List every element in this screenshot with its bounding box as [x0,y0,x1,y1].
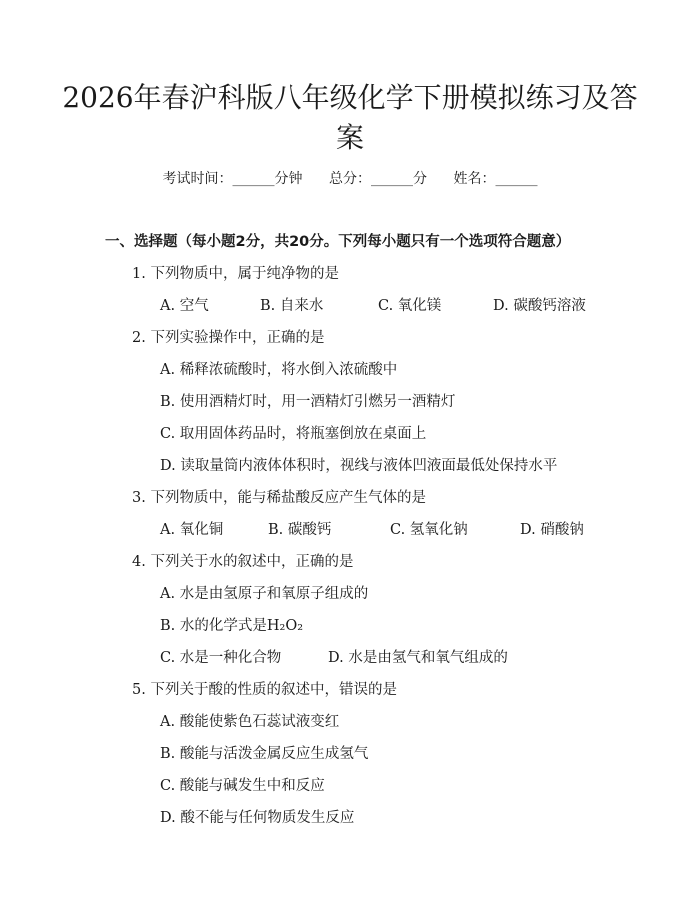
student-name-field: 姓名：______ [453,171,538,187]
q3-option-b: B. 碳酸钙 [268,522,332,538]
question-4-options-cd [160,646,620,666]
page-title: 2026年春沪科版八年级化学下册模拟练习及答案 [62,81,638,154]
q5-option-d: D. 酸不能与任何物质发生反应 [160,810,355,826]
exam-time-field: 考试时间：______分钟 [162,171,303,187]
q5-option-a: A. 酸能使紫色石蕊试液变红 [160,714,340,730]
q4-option-a: A. 水是由氢原子和氧原子组成的 [160,586,369,602]
question-3-stem: 3. 下列物质中，能与稀盐酸反应产生气体的是 [132,490,426,506]
q1-option-d: D. 碳酸钙溶液 [493,298,586,314]
exam-info-line [0,168,700,188]
q5-option-b: B. 酸能与活泼金属反应生成氢气 [160,746,369,762]
question-1-options [160,294,620,314]
question-2-stem: 2. 下列实验操作中，正确的是 [132,330,325,346]
q1-option-a: A. 空气 [160,298,209,314]
question-5-stem: 5. 下列关于酸的性质的叙述中，错误的是 [132,682,397,698]
q1-option-b: B. 自来水 [260,298,324,314]
total-score-field: 总分：______分 [329,171,427,187]
question-3-options [160,518,620,538]
question-4-stem: 4. 下列关于水的叙述中，正确的是 [132,554,354,570]
q1-option-c: C. 氧化镁 [378,298,442,314]
q3-option-d: D. 硝酸钠 [520,522,584,538]
section-heading: 一、选择题（每小题2分，共20分。下列每小题只有一个选项符合题意） [105,234,571,250]
q3-option-c: C. 氢氧化钠 [390,522,468,538]
q4-option-b: B. 水的化学式是H₂O₂ [160,618,304,634]
q5-option-c: C. 酸能与碱发生中和反应 [160,778,325,794]
q2-option-c: C. 取用固体药品时，将瓶塞倒放在桌面上 [160,426,427,442]
q2-option-b: B. 使用酒精灯时，用一酒精灯引燃另一酒精灯 [160,394,456,410]
q3-option-a: A. 氧化铜 [160,522,224,538]
q4-option-c: C. 水是一种化合物 [160,650,282,666]
question-1-stem: 1. 下列物质中，属于纯净物的是 [132,266,339,282]
q2-option-d: D. 读取量筒内液体体积时，视线与液体凹液面最低处保持水平 [160,458,558,474]
q4-option-d: D. 水是由氢气和氧气组成的 [328,650,508,666]
q2-option-a: A. 稀释浓硫酸时，将水倒入浓硫酸中 [160,362,398,378]
